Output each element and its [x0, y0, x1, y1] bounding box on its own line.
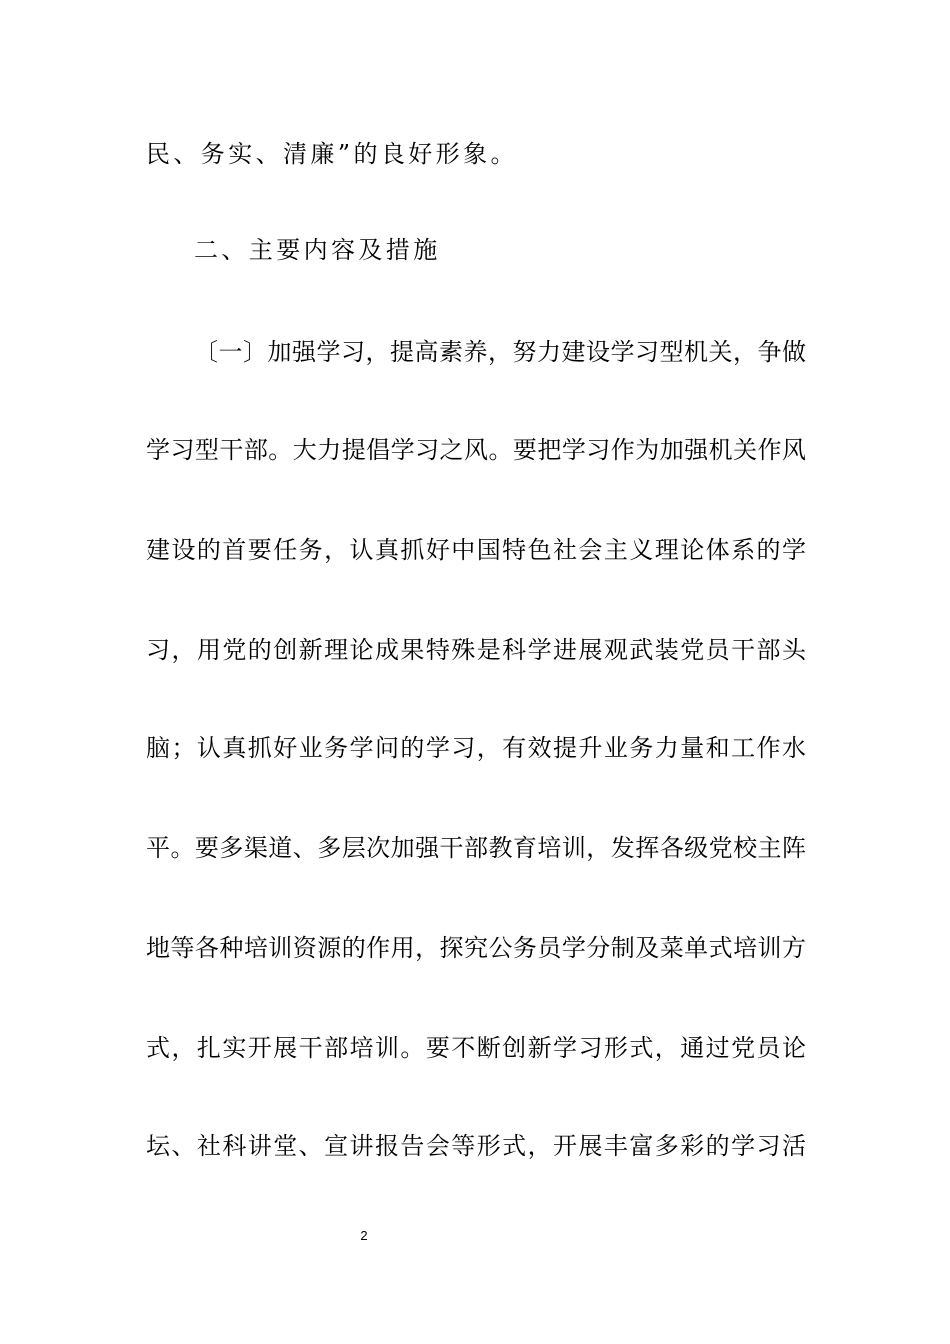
- paragraph-line: 坛、社科讲堂、宣讲报告会等形式，开展丰富多彩的学习活: [146, 1132, 806, 1160]
- paragraph-line: 学习型干部。大力提倡学习之风。要把学习作为加强机关作风: [146, 436, 806, 464]
- paragraph-first-line: 〔一〕加强学习，提高素养，努力建设学习型机关，争做: [194, 338, 806, 366]
- paragraph-line: 平。要多渠道、多层次加强干部教育培训，发挥各级党校主阵: [146, 834, 806, 862]
- paragraph-line: 式，扎实开展干部培训。要不断创新学习形式，通过党员论: [146, 1034, 806, 1062]
- section-heading: 二、主要内容及措施: [194, 236, 441, 264]
- paragraph-line: 习，用党的创新理论成果特殊是科学进展观武装党员干部头: [146, 636, 806, 664]
- text-line-continuation: 民、务实、清廉”的良好形象。: [146, 140, 518, 168]
- paragraph-line: 建设的首要任务，认真抓好中国特色社会主义理论体系的学: [146, 536, 806, 564]
- page-number: 2: [360, 1228, 368, 1243]
- paragraph-line: 地等各种培训资源的作用，探究公务员学分制及菜单式培训方: [146, 934, 806, 962]
- paragraph-line: 脑；认真抓好业务学问的学习，有效提升业务力量和工作水: [146, 734, 806, 762]
